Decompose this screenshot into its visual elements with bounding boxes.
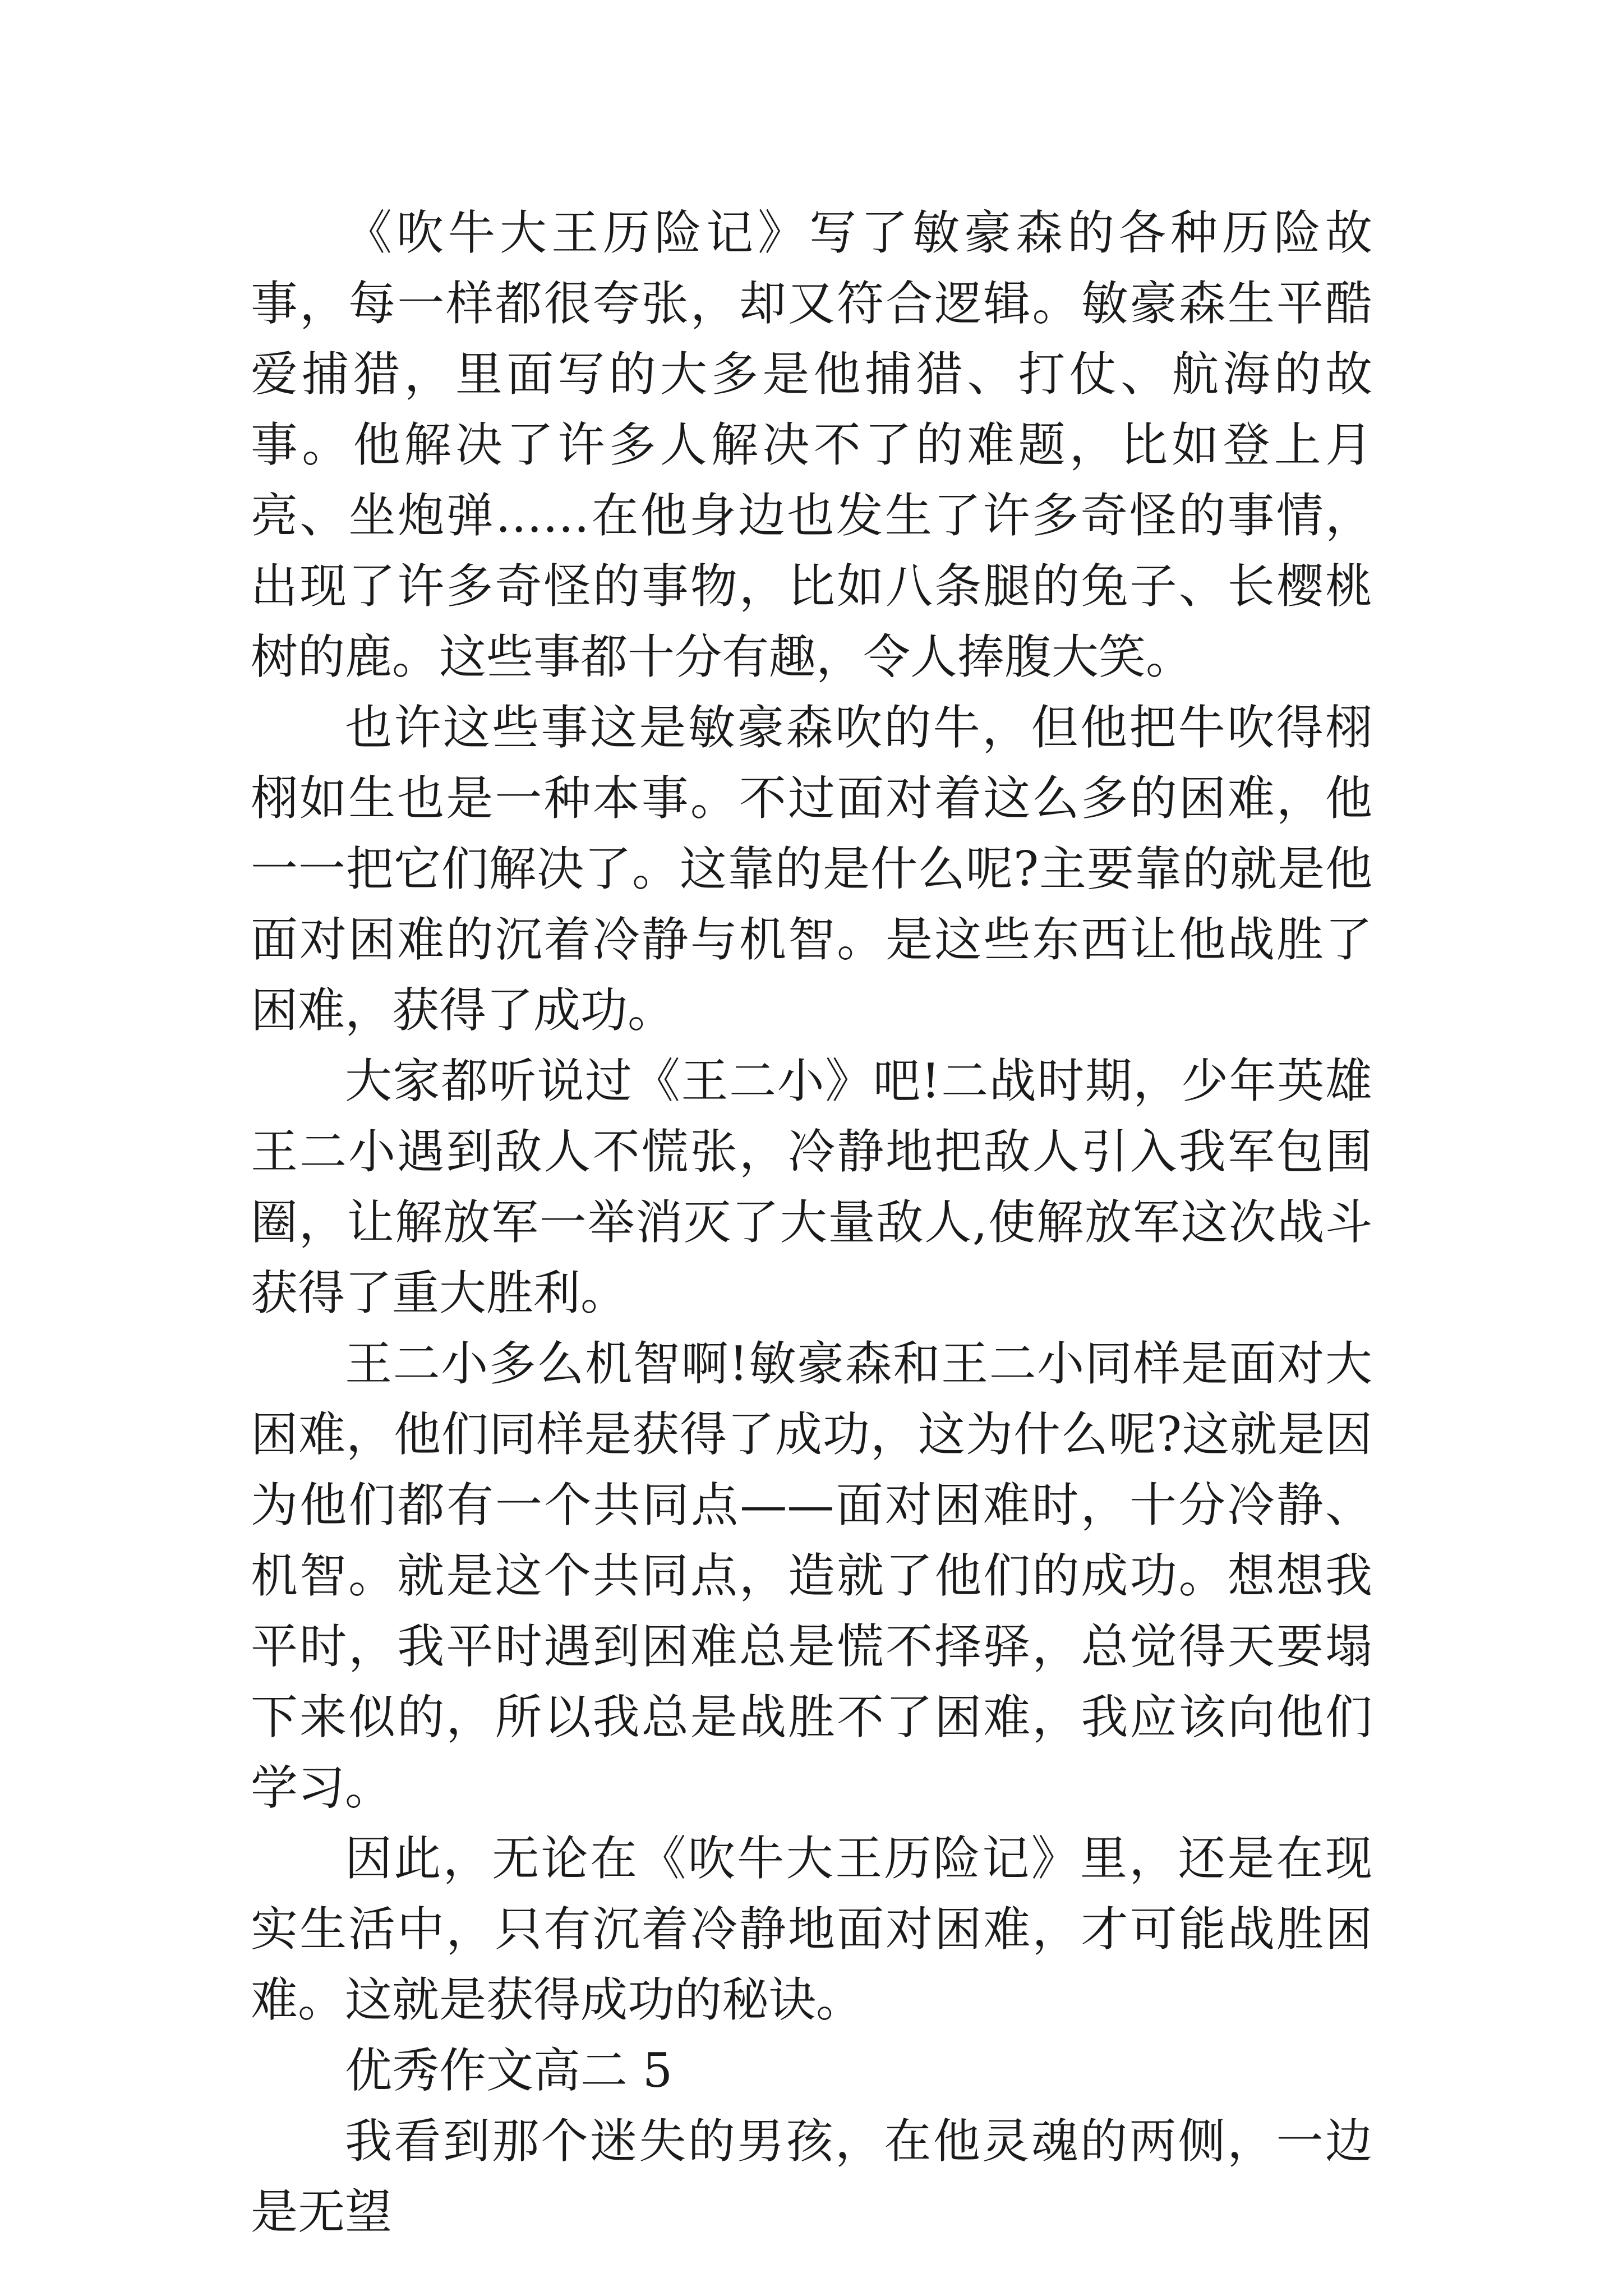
paragraph-1: 《吹牛大王历险记》写了敏豪森的各种历险故事，每一样都很夸张，却又符合逻辑。敏豪森生平酷爱捕猎，里面写的大多是他捕猎、打仗、航海的故事。他解决了许多人解决不了的难题，比如登上月亮、坐炮弹……在他身边也发生了许多奇怪的事情，出现了许多奇怪的事物，比如八条腿的兔子、长樱桃树的鹿。这些事都十分有趣，令人捧腹大笑。 <box>251 205 1372 684</box>
section-heading: 优秀作文高二 5 <box>345 2043 673 2098</box>
paragraph-6: 我看到那个迷失的男孩，在他灵魂的两侧，一边是无望 <box>251 2114 1372 2239</box>
paragraph-4: 王二小多么机智啊!敏豪森和王二小同样是面对大困难，他们同样是获得了成功，这为什么呢?这就是因为他们都有一个共同点——面对困难时，十分冷静、机智。就是这个共同点，造就了他们的成功。想想我平时，我平时遇到困难总是慌不择驿，总觉得天要塌下来似的，所以我总是战胜不了困难，我应该向他们学习。 <box>251 1336 1372 1815</box>
document-body <box>251 197 1372 2247</box>
paragraph-3: 大家都听说过《王二小》吧!二战时期，少年英雄王二小遇到敌人不慌张，冷静地把敌人引入我军包围圈，让解放军一举消灭了大量敌人,使解放军这次战斗获得了重大胜利。 <box>251 1053 1372 1320</box>
paragraph-5: 因此，无论在《吹牛大王历险记》里，还是在现实生活中，只有沉着冷静地面对困难，才可能战胜困难。这就是获得成功的秘诀。 <box>251 1831 1372 2027</box>
paragraph-2: 也许这些事这是敏豪森吹的牛，但他把牛吹得栩栩如生也是一种本事。不过面对着这么多的困难，他一一把它们解决了。这靠的是什么呢?主要靠的就是他面对困难的沉着冷静与机智。是这些东西让他战胜了困难，获得了成功。 <box>251 700 1372 1038</box>
